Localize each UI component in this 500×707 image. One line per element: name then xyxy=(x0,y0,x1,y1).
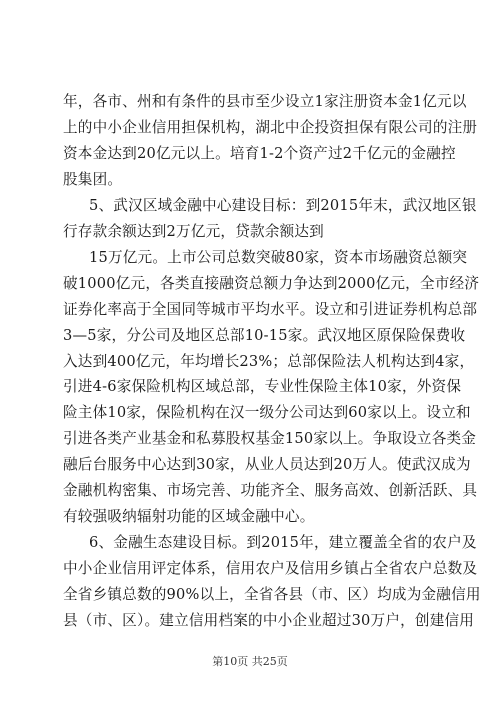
body-text-line: 全省乡镇总数的90%以上，全省各县（市、区）均成为金融信用 xyxy=(63,586,481,603)
body-text-line: 中小企业信用评定体系，信用农户及信用乡镇占全省农户总数及 xyxy=(63,560,478,578)
paragraph-heading-line: 5、武汉区域金融中心建设目标：到2015年末，武汉地区银 xyxy=(89,196,477,214)
body-text-line: 3—5家，分公司及地区总部10-15家。武汉地区原保险保费收 xyxy=(63,326,466,344)
body-text-line: 股集团。 xyxy=(63,170,123,188)
body-text-line: 县（市、区）。建立信用档案的中小企业超过30万户，创建信用 xyxy=(63,612,475,629)
body-text-line: 破1000亿元，各类直接融资总额力争达到2000亿元，全市经济 xyxy=(63,274,480,292)
body-text-line: 证券化率高于全国同等城市平均水平。设立和引进证券机构总部 xyxy=(63,300,478,318)
body-text-line: 引进4-6家保险机构区域总部，专业性保险主体10家，外资保 xyxy=(63,378,462,396)
body-text-line: 融后台服务中心达到30家，从业人员达到20万人。使武汉成为 xyxy=(63,456,471,474)
body-text-line: 资本金达到20亿元以上。培育1-2个资产过2千亿元的金融控 xyxy=(63,144,456,162)
body-text-line: 上的中小企业信用担保机构，湖北中企投资担保有限公司的注册 xyxy=(63,119,478,136)
body-text-line: 行存款余额达到2万亿元，贷款余额达到 xyxy=(63,222,324,240)
body-text-line: 金融机构密集、市场完善、功能齐全、服务高效、创新活跃、具 xyxy=(63,482,478,500)
body-text-line: 年，各市、州和有条件的县市至少设立1家注册资本金1亿元以 xyxy=(63,93,467,110)
body-text-line: 险主体10家，保险机构在汉一级分公司达到60家以上。设立和 xyxy=(63,404,471,422)
paragraph-heading-line: 6、金融生态建设目标。到2015年，建立覆盖全省的农户及 xyxy=(89,534,477,552)
body-text-line: 有较强吸纳辐射功能的区域金融中心。 xyxy=(63,508,315,526)
body-text-line: 引进各类产业基金和私募股权基金150家以上。争取设立各类金 xyxy=(63,430,477,448)
page-footer: 第10页 共25页 xyxy=(212,655,288,668)
body-text-line: 15万亿元。上市公司总数突破80家，资本市场融资总额突 xyxy=(89,248,468,266)
body-text-line: 入达到400亿元，年均增长23%；总部保险法人机构达到4家， xyxy=(63,352,475,370)
